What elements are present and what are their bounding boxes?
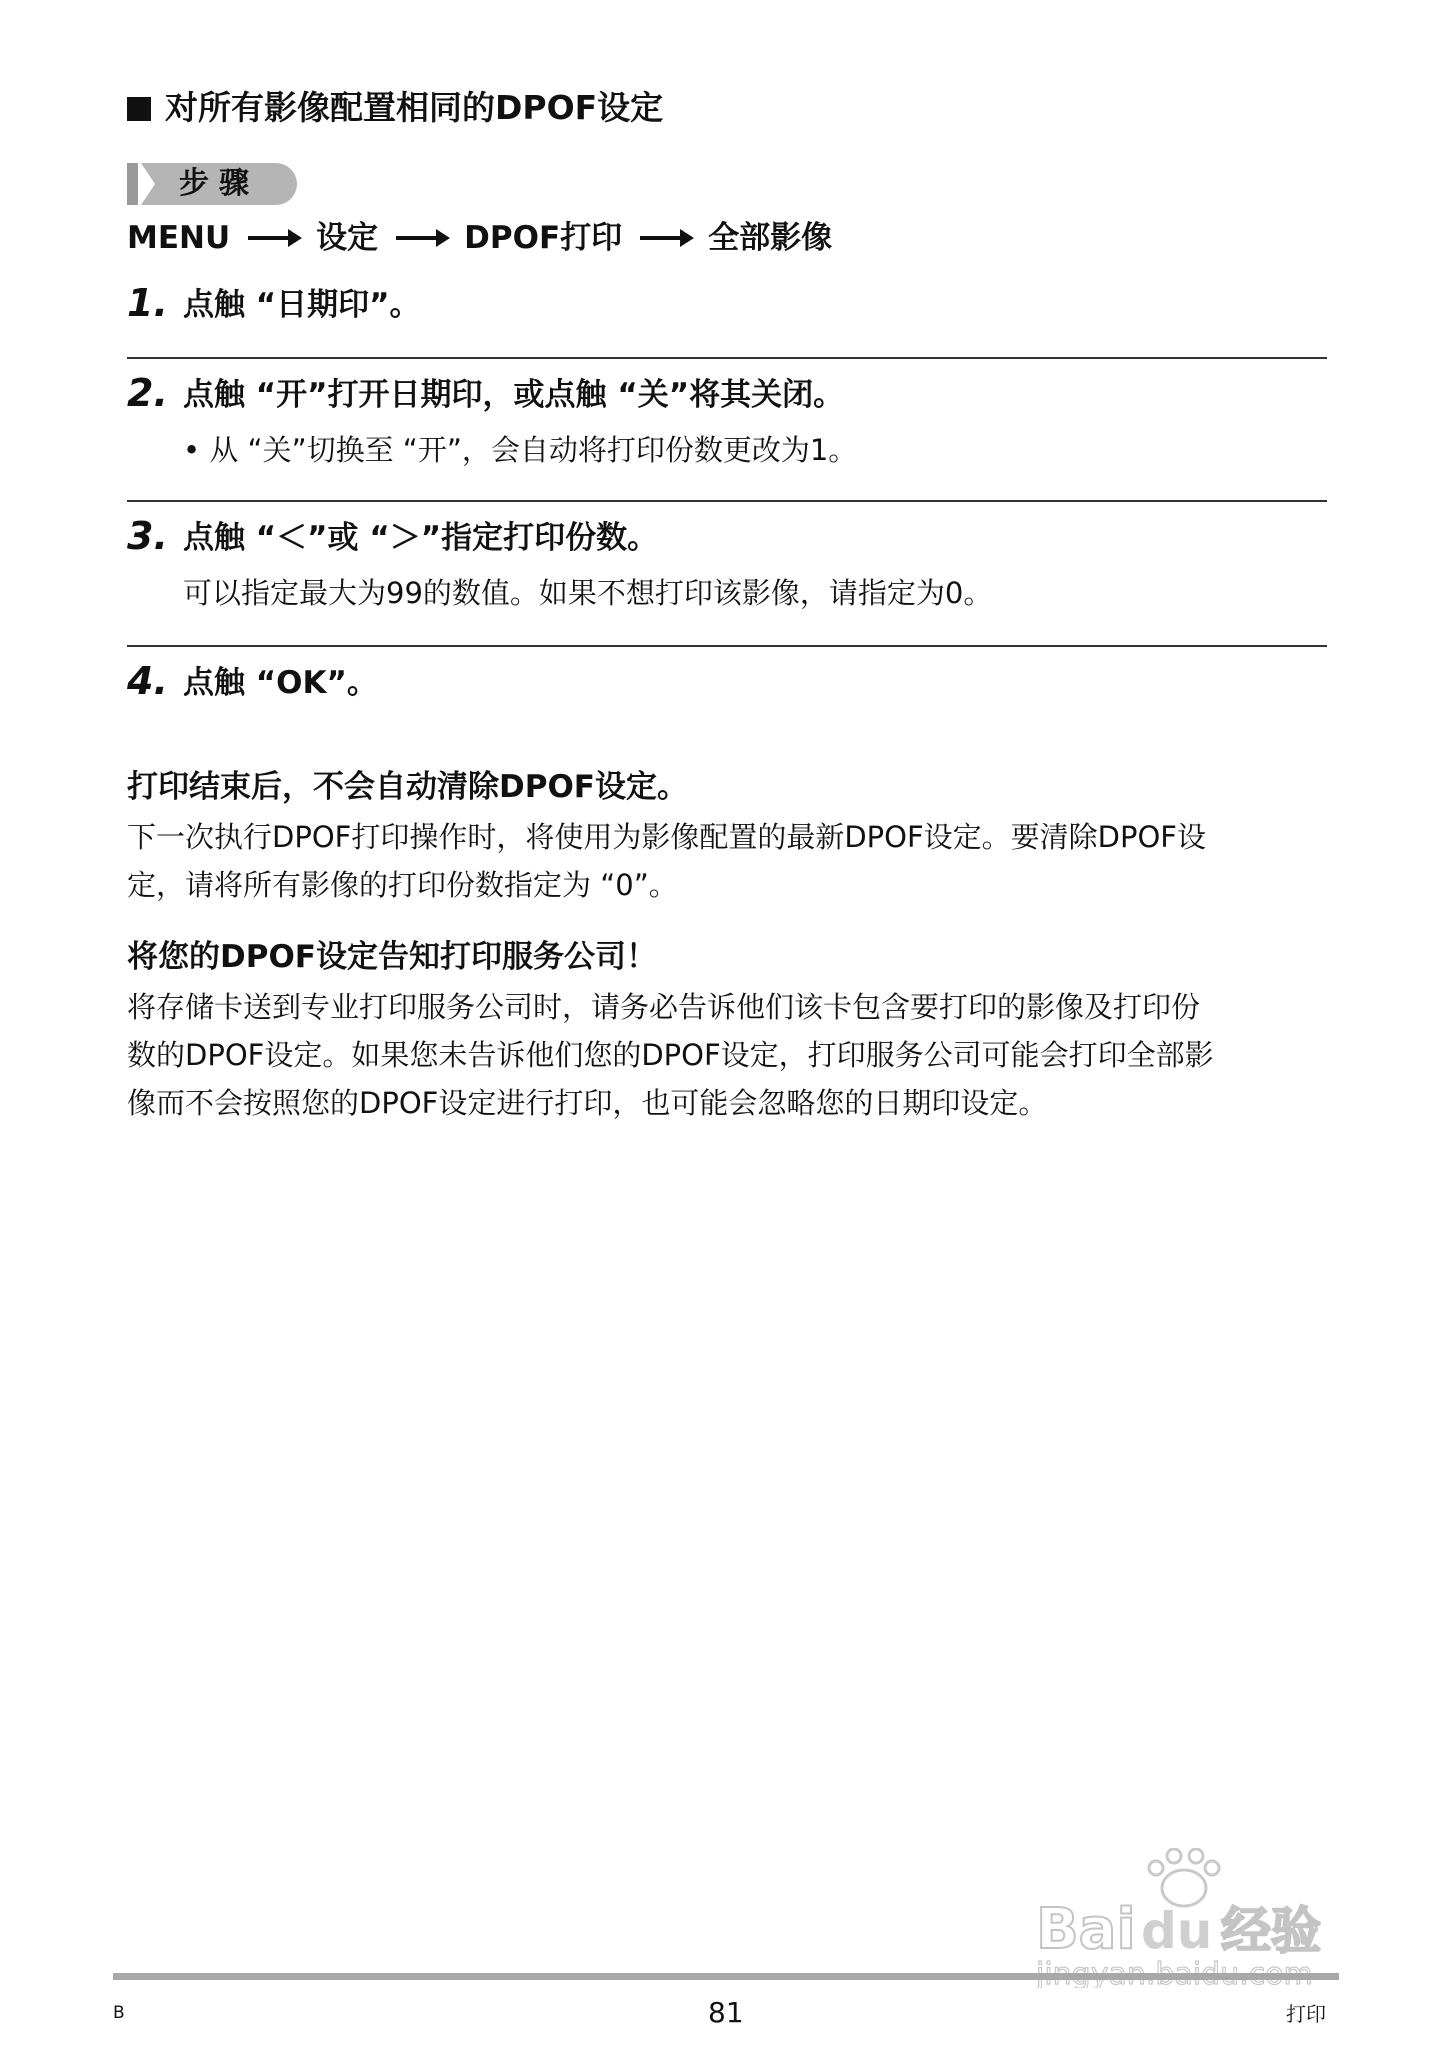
- step-text: 点触 “＜”或 “＞”指定打印份数。: [183, 520, 659, 556]
- square-bullet-icon: [127, 97, 151, 121]
- watermark-brand: Bai: [1036, 1897, 1136, 1962]
- step-number: 1.: [127, 281, 168, 325]
- note-line: 将存储卡送到专业打印服务公司时，请务必告诉他们该卡包含要打印的影像及打印份: [127, 990, 1201, 1024]
- baidu-jingyan-watermark: [1036, 1848, 1366, 1988]
- menu-path-item: 全部影像: [708, 220, 833, 256]
- note-body: [127, 983, 1327, 1127]
- footer-section-name: 打印: [1286, 2002, 1326, 2026]
- section-title-text: 对所有影像配置相同的DPOF设定: [165, 88, 664, 127]
- note-title: 将您的DPOF设定告知打印服务公司！: [127, 939, 657, 975]
- arrow-right-icon: [396, 236, 446, 240]
- step-note: 可以指定最大为99的数值。如果不想打印该影像，请指定为0。: [183, 576, 993, 610]
- menu-path: [127, 216, 832, 260]
- step-text: 点触 “OK”。: [183, 665, 378, 701]
- section-title: [127, 86, 663, 130]
- step-text: 点触 “开”打开日期印，或点触 “关”将其关闭。: [183, 377, 845, 413]
- note-line: 下一次执行DPOF打印操作时，将使用为影像配置的最新DPOF设定。要清除DPOF设: [127, 820, 1206, 854]
- arrow-right-icon: [640, 236, 690, 240]
- step-number: 3.: [127, 514, 168, 558]
- step-divider: [127, 645, 1327, 647]
- steps-badge-label: 步骤: [179, 166, 259, 201]
- note-line: 数的DPOF设定。如果您未告诉他们您的DPOF设定，打印服务公司可能会打印全部影: [127, 1038, 1214, 1072]
- note-line: 像而不会按照您的DPOF设定进行打印，也可能会忽略您的日期印设定。: [127, 1086, 1048, 1120]
- footer-rule: [113, 1973, 1339, 1980]
- step-divider: [127, 500, 1327, 502]
- watermark-brand-du: du: [1141, 1902, 1213, 1960]
- steps-badge: [127, 163, 297, 205]
- step-divider: [127, 357, 1327, 359]
- step-text: 点触 “日期印”。: [183, 287, 421, 323]
- step-number: 2.: [127, 371, 168, 415]
- steps-badge-notch: [141, 163, 155, 205]
- footer-left-code: B: [113, 2003, 125, 2023]
- arrow-right-icon: [248, 236, 298, 240]
- steps-badge-bar: [127, 163, 138, 205]
- note-title: 打印结束后，不会自动清除DPOF设定。: [127, 769, 688, 805]
- menu-path-item: MENU: [127, 220, 231, 256]
- note-line: 定，请将所有影像的打印份数指定为 “0”。: [127, 868, 678, 902]
- watermark-brand-jingyan: 经验: [1221, 1902, 1321, 1960]
- note-body: [127, 813, 1327, 909]
- step-note: • 从 “关”切换至 “开”，会自动将打印份数更改为1。: [183, 433, 858, 467]
- menu-path-item: 设定: [316, 220, 379, 256]
- page-number: 81: [708, 1996, 744, 2029]
- step-number: 4.: [127, 659, 168, 703]
- menu-path-item: DPOF打印: [464, 220, 623, 256]
